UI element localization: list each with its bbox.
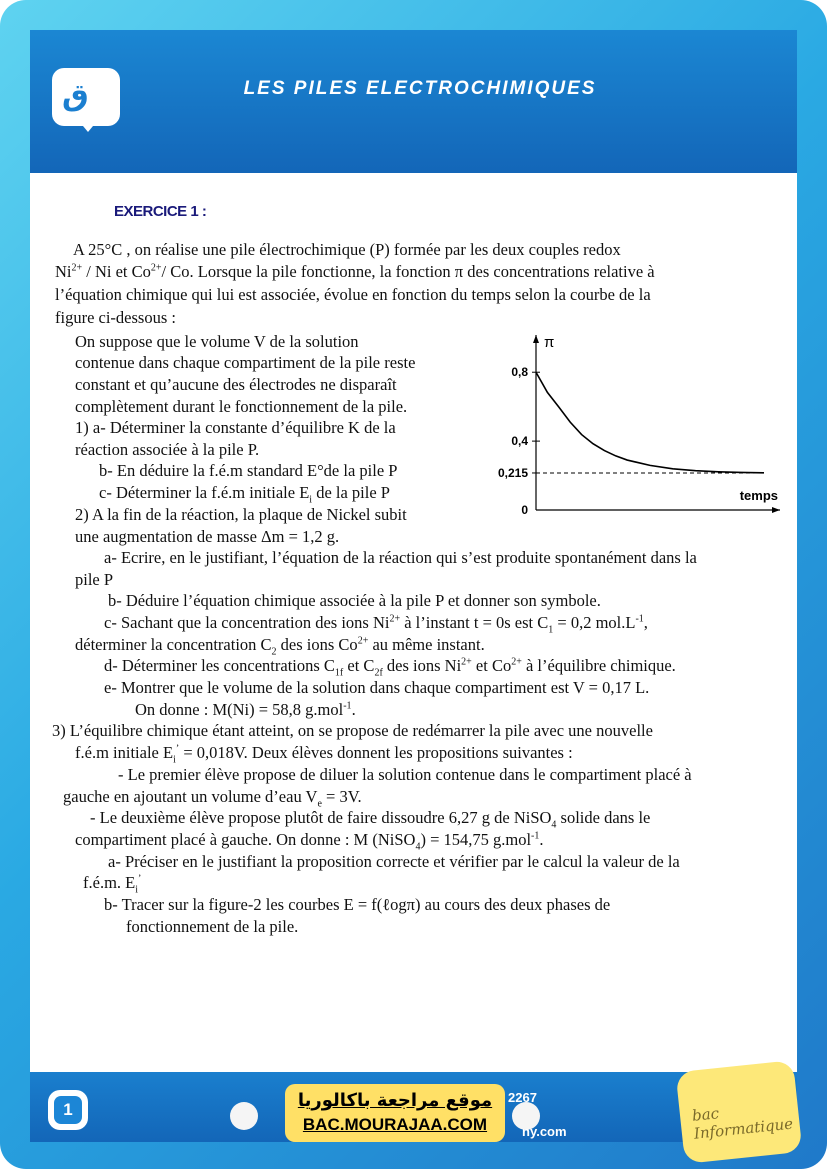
y-tick-label: 0,4: [511, 434, 528, 449]
text-segment: figure ci-dessous :: [55, 308, 176, 327]
text-segment: gauche en ajoutant un volume d’eau V: [63, 787, 318, 806]
exercise-title: EXERCICE 1 :: [114, 203, 207, 220]
text-segment: f.é.m. E: [83, 873, 136, 892]
text-segment: fonctionnement de la pile.: [126, 917, 299, 936]
decor-text: bac Informatique: [691, 1104, 794, 1143]
text-segment: une augmentation de masse Δm = 1,2 g.: [75, 527, 340, 546]
text-line: [75, 397, 407, 417]
superscript: 2+: [357, 635, 369, 647]
text-segment: solide dans le: [556, 808, 651, 827]
text-line: [75, 505, 407, 525]
superscript: -1: [531, 830, 540, 842]
page-number-badge: [48, 1090, 88, 1130]
text-line: [75, 418, 396, 438]
footer-phone: 2267: [508, 1090, 537, 1105]
text-segment: 2) A la fin de la réaction, la plaque de Nickel subit: [75, 505, 407, 524]
text-segment: - Le premier élève propose de diluer la solution contenue dans le compartiment placé à: [118, 765, 692, 784]
decor-sticker: [676, 1060, 803, 1164]
pi-curve: [536, 372, 764, 473]
text-segment: contenue dans chaque compartiment de la pile reste: [75, 353, 416, 372]
text-segment: au même instant.: [368, 635, 485, 654]
text-line: [99, 461, 397, 481]
x-axis-arrow-icon: [772, 507, 780, 513]
superscript: 2+: [511, 656, 522, 668]
text-line: [126, 917, 298, 937]
text-segment: f.é.m initiale E: [75, 743, 174, 762]
subscript: i: [309, 494, 313, 506]
text-line: [118, 765, 692, 785]
text-segment: 1) a- Déterminer la constante d’équilibre K de la: [75, 418, 396, 437]
text-segment: pile P: [75, 570, 114, 589]
page-title: LES PILES ELECTROCHIMIQUES: [243, 78, 597, 99]
text-line: [55, 308, 176, 328]
subscript: i: [173, 754, 176, 766]
text-line: [135, 700, 356, 720]
text-segment: à l’instant t = 0s est C: [400, 613, 549, 632]
text-line: [63, 787, 362, 810]
logo-glyph: ق: [62, 78, 89, 113]
x-axis-label: temps: [739, 488, 778, 503]
brand-banner[interactable]: [285, 1084, 505, 1142]
text-segment: des ions Co: [276, 635, 358, 654]
text-segment: A 25°C , on réalise une pile électrochimique (P) formée par les deux couples redox: [73, 240, 621, 259]
text-line: [104, 548, 697, 568]
text-line: [104, 678, 649, 698]
text-segment: d- Déterminer les concentrations C: [104, 656, 335, 675]
text-segment: ,: [643, 613, 648, 632]
text-segment: On donne : M(Ni) = 58,8 g.mol: [135, 700, 344, 719]
y-tick-label: 0,215: [497, 465, 528, 480]
text-segment: à l’équilibre chimique.: [521, 656, 676, 675]
text-segment: = 0,2 mol.L: [553, 613, 636, 632]
brand-url[interactable]: BAC.MOURAJAA.COM: [302, 1115, 488, 1134]
text-segment: des ions Ni: [382, 656, 462, 675]
text-line: [52, 721, 653, 741]
text-segment: b- En déduire la f.é.m standard E°de la pile P: [99, 461, 398, 480]
superscript: 2+: [461, 656, 472, 668]
text-line: [108, 591, 601, 611]
text-line: [90, 808, 651, 831]
subscript: 2: [271, 646, 277, 658]
text-segment: b- Déduire l’équation chimique associée à la pile P et donner son symbole.: [108, 591, 601, 610]
text-line: [73, 240, 621, 260]
superscript: 2+: [389, 613, 401, 625]
logo-icon: [52, 68, 120, 126]
text-segment: = 3V.: [321, 787, 362, 806]
footer-site: ny.com: [522, 1124, 567, 1139]
text-line: [75, 440, 259, 460]
text-line: [104, 895, 610, 915]
y-axis-label: π: [544, 334, 555, 351]
text-segment: On suppose que le volume V de la solution: [75, 332, 359, 351]
text-line: [75, 743, 573, 766]
text-line: [108, 852, 680, 872]
brand-badge-icon: [230, 1102, 258, 1130]
text-line: [75, 332, 359, 352]
text-segment: Ni: [55, 262, 72, 281]
text-line: [75, 375, 397, 395]
text-line: [75, 830, 544, 853]
superscript: 2+: [71, 262, 83, 274]
text-segment: .: [351, 700, 356, 719]
text-segment: e- Montrer que le volume de la solution dans chaque compartiment est V = 0,17 L.: [104, 678, 650, 697]
text-line: [83, 873, 142, 896]
text-segment: / Ni et Co: [82, 262, 151, 281]
y-axis-arrow-icon: [533, 335, 539, 343]
superscript: -1: [343, 700, 352, 712]
text-line: [75, 570, 113, 590]
text-segment: réaction associée à la pile P.: [75, 440, 260, 459]
superscript: ’: [175, 743, 180, 755]
text-segment: constant et qu’aucune des électrodes ne disparaît: [75, 375, 397, 394]
text-segment: = 0,018V. Deux élèves donnent les propositions suivantes :: [179, 743, 573, 762]
y-tick-label: 0,8: [511, 365, 528, 380]
superscript: -1: [635, 613, 644, 625]
text-segment: a- Préciser en le justifiant la proposition correcte et vérifier par le calcul la valeur de la: [108, 852, 680, 871]
text-segment: c- Sachant que la concentration des ions Ni: [104, 613, 390, 632]
header-banner: [30, 30, 797, 173]
text-segment: complètement durant le fonctionnement de la pile.: [75, 397, 408, 416]
text-segment: 3) L’équilibre chimique étant atteint, on se propose de redémarrer la pile avec une nouvelle: [52, 721, 653, 740]
subscript: 4: [415, 841, 421, 853]
subscript: 1f: [334, 667, 344, 679]
subscript: i: [135, 884, 139, 896]
text-segment: de la pile P: [312, 483, 390, 502]
subscript: 1: [548, 624, 554, 636]
text-segment: déterminer la concentration C: [75, 635, 272, 654]
text-segment: compartiment placé à gauche. On donne : M (NiSO: [75, 830, 416, 849]
superscript: ’: [138, 873, 142, 885]
text-line: [104, 656, 676, 679]
text-segment: / Co. Lorsque la pile fonctionne, la fonction π des concentrations relative à: [161, 262, 655, 281]
text-line: [104, 613, 648, 636]
text-line: [75, 527, 339, 547]
text-line: [75, 353, 415, 373]
subscript: e: [317, 798, 322, 810]
text-segment: - Le deuxième élève propose plutôt de faire dissoudre 6,27 g de NiSO: [90, 808, 552, 827]
text-segment: et C: [343, 656, 375, 675]
text-segment: l’équation chimique qui lui est associée, évolue en fonction du temps selon la courbe de la: [55, 285, 651, 304]
text-segment: .: [539, 830, 544, 849]
text-line: [99, 483, 390, 506]
text-segment: c- Déterminer la f.é.m initiale E: [99, 483, 310, 502]
text-segment: a- Ecrire, en le justifiant, l’équation de la réaction qui s’est produite spontanément dans la: [104, 548, 697, 567]
text-segment: et Co: [471, 656, 512, 675]
text-segment: b- Tracer sur la figure-2 les courbes E = f(ℓogπ) au cours des deux phases de: [104, 895, 611, 914]
subscript: 4: [551, 819, 557, 831]
y-tick-label: 0: [521, 503, 528, 517]
text-segment: ) = 154,75 g.mol: [420, 830, 532, 849]
superscript: 2+: [150, 262, 162, 274]
text-line: [55, 285, 651, 305]
pi-time-chart: [470, 325, 790, 525]
text-line: [75, 635, 485, 658]
brand-arabic: موقع مراجعة باكالوريا: [297, 1090, 493, 1111]
subscript: 2f: [374, 667, 383, 679]
text-line: [55, 262, 655, 282]
page-number: 1: [54, 1096, 82, 1124]
